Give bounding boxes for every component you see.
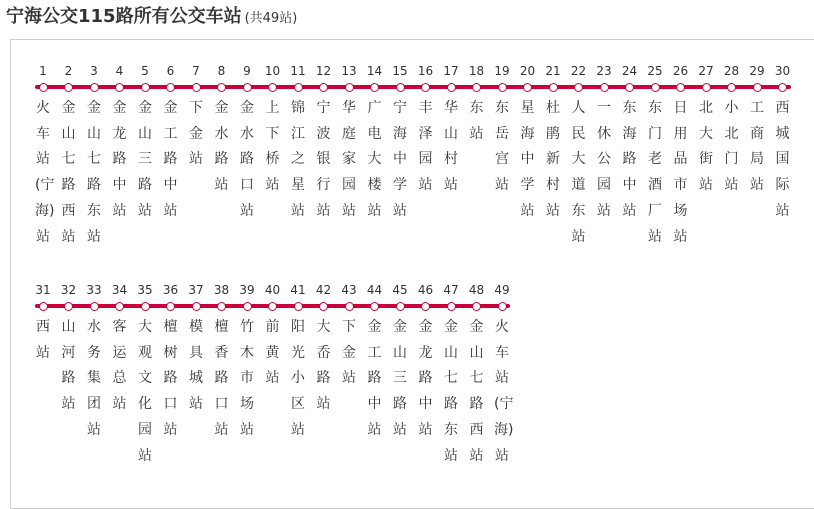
stop-name-link[interactable]: 北大街站	[699, 100, 713, 194]
stop-name-link[interactable]: 檀香路口站	[214, 319, 229, 438]
stop-number: 17	[443, 64, 459, 78]
stop-dot	[243, 302, 252, 311]
stop-name-link[interactable]: 华山村站	[444, 100, 458, 194]
stop-dot	[498, 302, 507, 311]
page-title: 宁海公交115路所有公交车站	[6, 6, 242, 27]
stop-name-link[interactable]: 锦江之星站	[291, 100, 305, 219]
stop-name-link[interactable]: 金龙路中站	[418, 319, 433, 438]
stop-number: 42	[315, 283, 332, 297]
stop-dot	[421, 83, 430, 92]
stop-dot	[115, 302, 124, 311]
stop-number: 24	[621, 64, 638, 78]
stop-dot	[345, 83, 354, 92]
stop-number: 49	[494, 283, 510, 297]
stop-count: (共49站)	[244, 11, 298, 26]
stop-dot	[727, 83, 736, 92]
stop-name-link[interactable]: 日用品市场站	[673, 100, 688, 245]
route-stops-panel	[10, 39, 814, 509]
stop-number: 15	[392, 64, 408, 78]
stop-name-link[interactable]: 竹木市场站	[240, 319, 254, 438]
stop-number: 45	[392, 283, 408, 297]
stop-name-link[interactable]: 檀树路口站	[163, 319, 178, 438]
stop-name-link[interactable]: 金山三路站	[138, 100, 152, 219]
stop-dot	[396, 302, 405, 311]
stop-number: 22	[570, 64, 587, 78]
stop-name-link[interactable]: 丰泽园站	[418, 100, 433, 194]
stop-name-link[interactable]: 下金站	[342, 319, 356, 387]
stop-dot	[651, 83, 660, 92]
stop-number: 14	[366, 64, 383, 78]
stop-number: 3	[90, 64, 98, 78]
stop-dot	[472, 83, 481, 92]
stop-number: 9	[243, 64, 251, 78]
stop-dot	[268, 302, 277, 311]
stop-name-link[interactable]: 东海路中站	[622, 100, 637, 219]
stop-number: 18	[468, 64, 485, 78]
stop-name-link[interactable]: 星海中学站	[520, 100, 535, 219]
stop-dot	[472, 302, 481, 311]
stop-name-link[interactable]: 工商局站	[750, 100, 764, 194]
stop-number: 12	[315, 64, 332, 78]
stop-number: 26	[672, 64, 689, 78]
stop-number: 41	[290, 283, 306, 297]
stop-number: 35	[137, 283, 153, 297]
stop-dot	[39, 83, 48, 92]
stop-dot	[523, 83, 532, 92]
stop-dot	[217, 302, 226, 311]
stop-number: 48	[468, 283, 485, 297]
stop-number: 36	[162, 283, 179, 297]
stop-name-link[interactable]: 模具城站	[189, 319, 203, 413]
stop-dot	[370, 83, 379, 92]
stop-dot	[600, 83, 609, 92]
stop-name-link[interactable]: 金山三路站	[393, 319, 407, 438]
stop-name-link[interactable]: 金水路口站	[240, 100, 254, 219]
stop-number: 19	[494, 64, 510, 78]
stop-name-link[interactable]: 下金站	[189, 100, 203, 168]
stop-dot	[141, 83, 150, 92]
stop-dot	[166, 302, 175, 311]
stop-name-link[interactable]: 金山七路东站	[444, 319, 458, 464]
stop-name-link[interactable]: 大观文化园站	[138, 319, 152, 464]
stop-name-link[interactable]: 一休公园站	[597, 100, 611, 219]
stop-dot	[702, 83, 711, 92]
stop-name-link[interactable]: 大岙路站	[316, 319, 331, 413]
stop-name-link[interactable]: 金工路中站	[163, 100, 178, 219]
stop-number: 5	[141, 64, 149, 78]
stop-dot	[90, 83, 99, 92]
stop-name-link[interactable]: 金水路站	[214, 100, 229, 194]
stop-number: 21	[545, 64, 561, 78]
stop-number: 32	[60, 283, 77, 297]
stop-number: 13	[341, 64, 357, 78]
stop-name-link[interactable]: 火车站(宁海)站	[35, 100, 55, 245]
stop-dot	[294, 302, 303, 311]
stop-number: 31	[35, 283, 51, 297]
stop-name-link[interactable]: 火车站(宁海)站	[494, 319, 514, 464]
stop-number: 30	[774, 64, 791, 78]
stop-number: 10	[264, 64, 281, 78]
stop-name-link[interactable]: 水务集团站	[87, 319, 101, 438]
stop-dot	[676, 83, 685, 92]
stop-name-link[interactable]: 东门老酒厂站	[648, 100, 662, 245]
stop-name-link[interactable]: 西城国际站	[775, 100, 790, 219]
stop-dot	[549, 83, 558, 92]
stop-number: 43	[341, 283, 357, 297]
stop-dot	[421, 302, 430, 311]
stop-name-link[interactable]: 广电大楼站	[367, 100, 382, 219]
stop-number: 29	[749, 64, 765, 78]
stop-dot	[217, 83, 226, 92]
stop-dot	[268, 83, 277, 92]
stop-number: 44	[366, 283, 383, 297]
stop-dot	[294, 83, 303, 92]
stop-name-link[interactable]: 山河路站	[61, 319, 76, 413]
stop-name-link[interactable]: 东岳宫站	[495, 100, 509, 194]
stop-dot	[166, 83, 175, 92]
stop-number: 37	[188, 283, 204, 297]
stop-dot	[319, 83, 328, 92]
stop-number: 4	[115, 64, 124, 78]
stop-dot	[345, 302, 354, 311]
stop-dot	[778, 83, 787, 92]
stop-name-link[interactable]: 上下桥站	[265, 100, 280, 194]
stop-dot	[625, 83, 634, 92]
stop-dot	[447, 302, 456, 311]
stop-dot	[498, 83, 507, 92]
stop-number: 39	[239, 283, 255, 297]
stop-name-link[interactable]: 小北门站	[724, 100, 739, 194]
stop-number: 16	[417, 64, 434, 78]
stop-dot	[90, 302, 99, 311]
stop-number: 8	[217, 64, 226, 78]
stop-number: 28	[723, 64, 740, 78]
stop-number: 11	[290, 64, 306, 78]
stop-number: 34	[111, 283, 128, 297]
stop-dot	[753, 83, 762, 92]
stop-dot	[64, 302, 73, 311]
stop-dot	[39, 302, 48, 311]
stop-number: 23	[596, 64, 612, 78]
stop-number: 27	[698, 64, 714, 78]
stop-dot	[396, 83, 405, 92]
stop-name-link[interactable]: 宁海中学站	[393, 100, 407, 219]
stop-number: 47	[443, 283, 459, 297]
stop-name-link[interactable]: 宁波银行站	[316, 100, 331, 219]
stop-number: 40	[264, 283, 281, 297]
stop-dot	[115, 83, 124, 92]
stop-dot	[447, 83, 456, 92]
stop-number: 38	[213, 283, 230, 297]
stop-number: 25	[647, 64, 663, 78]
stop-name-link[interactable]: 人民大道东站	[571, 100, 586, 245]
stop-number: 6	[166, 64, 175, 78]
stop-name-link[interactable]: 金工路中站	[367, 319, 382, 438]
stop-dot	[141, 302, 150, 311]
stop-number: 1	[39, 64, 47, 78]
stop-dot	[192, 302, 201, 311]
page-header	[6, 2, 297, 32]
stop-name-link[interactable]: 客运总站	[112, 319, 127, 413]
stop-name-link[interactable]: 阳光小区站	[291, 319, 305, 438]
stop-name-link[interactable]: 金山七路西站	[469, 319, 484, 464]
stop-number: 7	[192, 64, 200, 78]
stop-number: 2	[64, 64, 73, 78]
stop-dot	[64, 83, 73, 92]
stop-name-link[interactable]: 金山七路东站	[87, 100, 101, 245]
stop-name-link[interactable]: 前黄站	[265, 319, 280, 387]
stop-dot	[574, 83, 583, 92]
stop-name-link[interactable]: 西站	[36, 319, 50, 361]
stop-number: 33	[86, 283, 102, 297]
stop-number: 46	[417, 283, 434, 297]
stop-dot	[192, 83, 201, 92]
stop-name-link[interactable]: 金山七路西站	[61, 100, 76, 245]
stop-name-link[interactable]: 东站	[469, 100, 484, 142]
stop-dot	[370, 302, 379, 311]
stop-name-link[interactable]: 华庭家园站	[342, 100, 356, 219]
stop-name-link[interactable]: 杜鹃新村站	[546, 100, 560, 219]
stop-dot	[243, 83, 252, 92]
stop-name-link[interactable]: 金龙路中站	[112, 100, 127, 219]
stop-dot	[319, 302, 328, 311]
stop-number: 20	[519, 64, 536, 78]
